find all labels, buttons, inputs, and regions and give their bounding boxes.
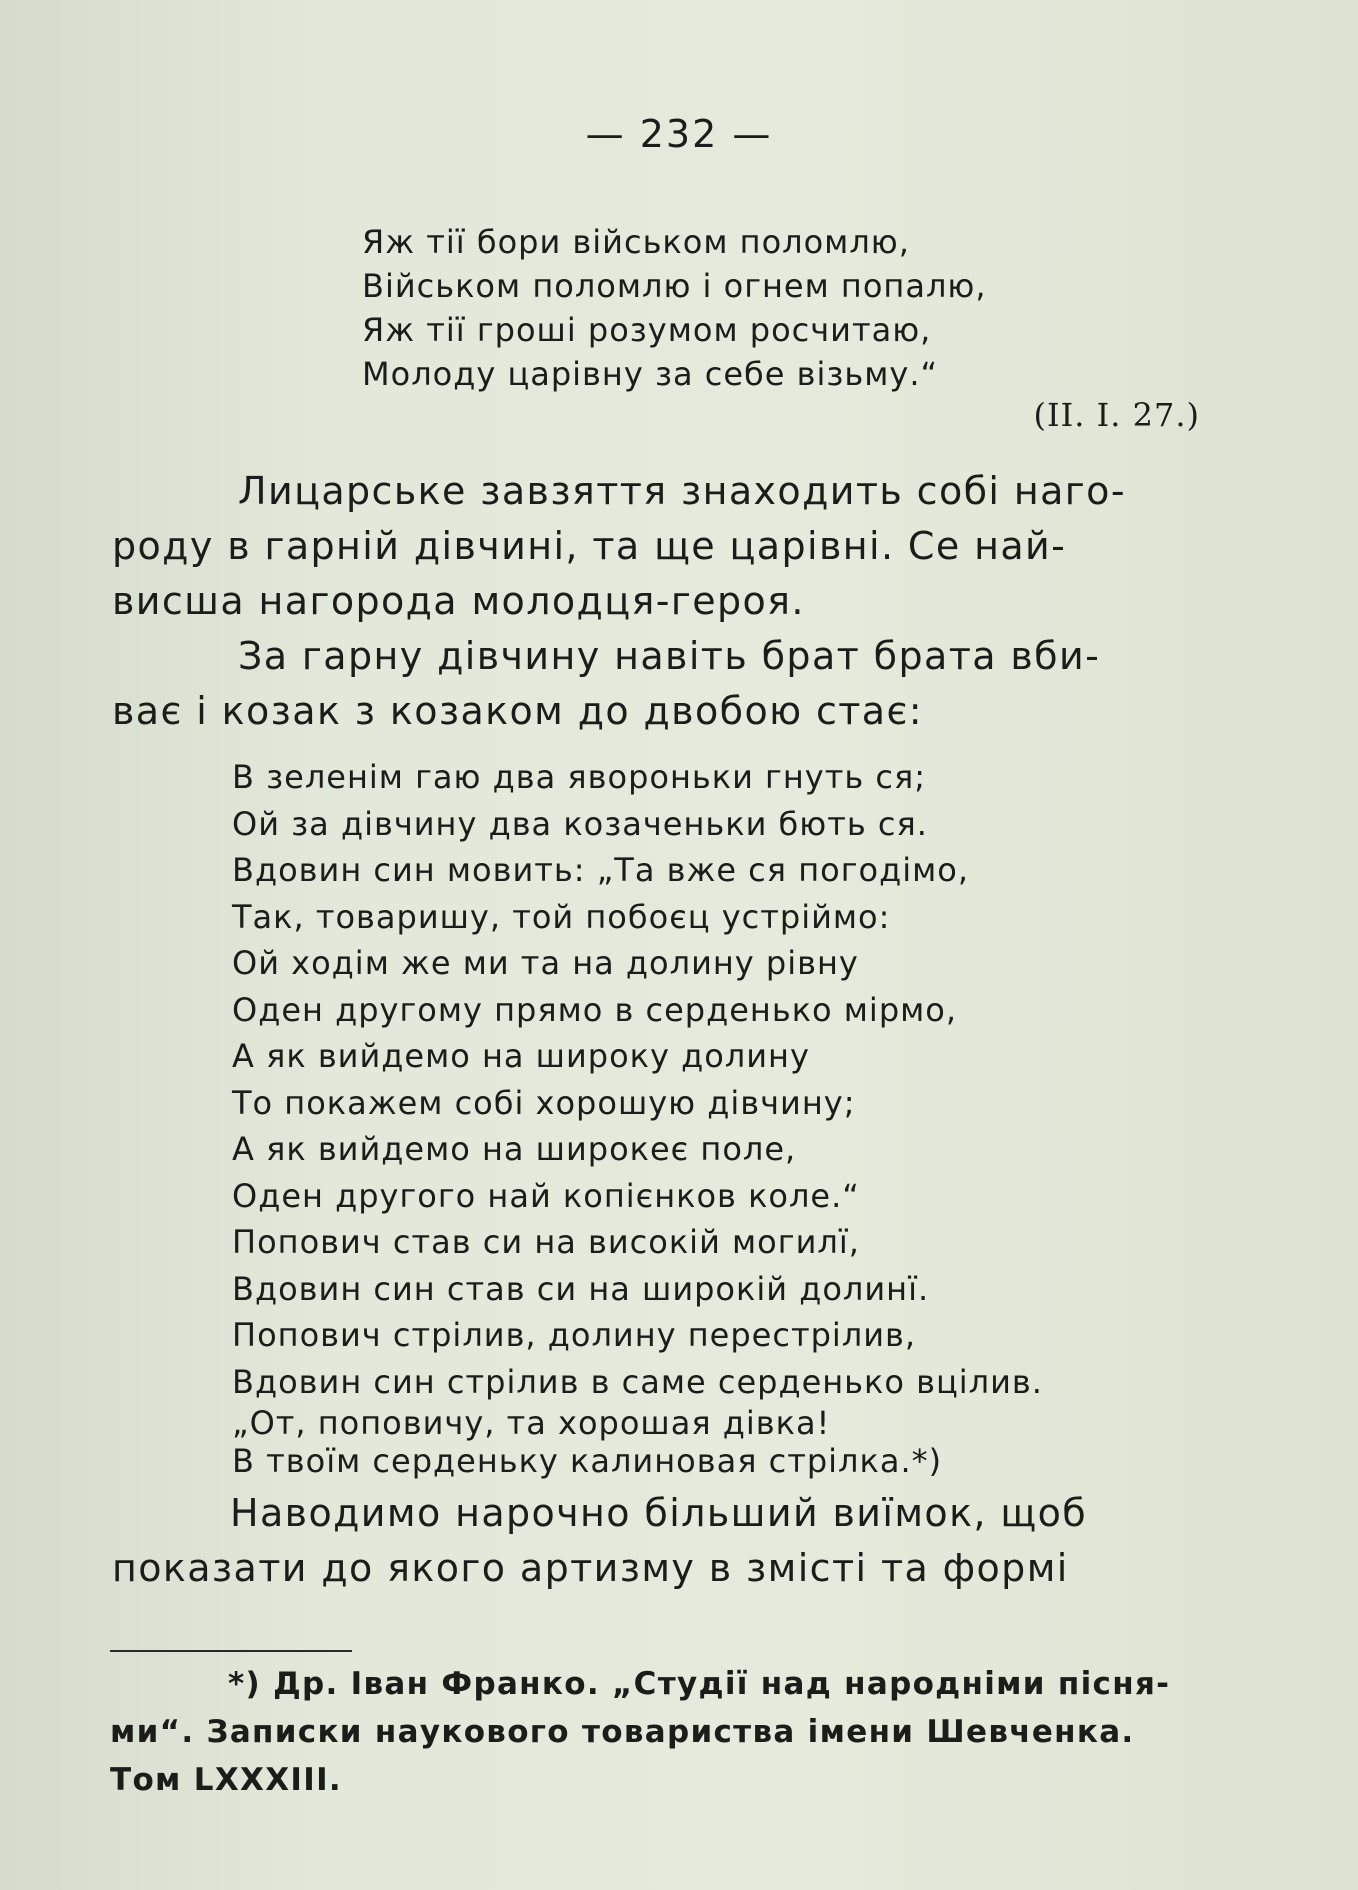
verse-line: Вдовин син став си на широкій долинї. [232,1269,930,1308]
verse-line: Військом поломлю і огнем попалю, [362,267,987,305]
verse-block-2 [232,754,1043,1481]
verse-block-1 [362,220,987,396]
verse-line: Вдовин син мовить: „Та вже ся погодімо, [232,851,969,889]
paragraph-3 [112,1486,1202,1596]
verse-line: Яж тії бори військом поломлю, [362,223,910,261]
paragraph-line: Лицарське завзяття знаходить собі наго- [238,469,1126,513]
paragraph-line: висша нагорода молодця-героя. [112,579,805,623]
verse-line: Оден другого най копієнков коле.“ [232,1176,860,1215]
verse-line: А як вийдемо на широку долину [232,1037,810,1075]
paragraph-2 [112,629,1202,739]
verse-line: В зеленім гаю два явороньки гнуть ся; [232,758,927,796]
verse-line: Ой за дівчину два козаченьки бють ся. [232,804,928,843]
paragraph-line: роду в гарній дівчині, та ще царівні. Се най- [112,524,1067,568]
footnote-line: *) Др. Іван Франко. „Студії над народніми пісня- [228,1666,1171,1702]
paragraph-line: ває і козак з козаком до двобою стає: [112,689,923,733]
verse-line: Попович стрілив, долину перестрілив, [232,1316,917,1354]
verse-line: „От, поповичу, та хорошая дівка! [232,1404,831,1442]
verse-line: Вдовин син стрілив в саме серденько вцілив. [232,1362,1043,1401]
verse-line: Молоду царівну за себе візьму.“ [362,355,939,393]
verse-line: То покажем собі хорошую дівчину; [232,1083,856,1122]
paragraph-1 [112,464,1202,629]
footnote-line: ми“. Записки наукового товариства імени Шевченка. [110,1714,1135,1750]
verse-line: Ой ходім же ми та на долину рівну [232,944,859,982]
verse-line: Попович став си на високій могилї, [232,1223,860,1261]
citation: (II. I. 27.) [1033,396,1200,434]
paragraph-line: показати до якого артизму в змісті та формі [112,1546,1069,1590]
footnote [110,1660,1210,1804]
verse-line: А як вийдемо на широкеє поле, [232,1130,797,1168]
paragraph-line: Наводимо нарочно більший виїмок, щоб [230,1491,1088,1535]
footnote-divider [110,1650,352,1652]
footnote-line: Том LXXXIII. [110,1762,343,1798]
verse-line: Оден другому прямо в серденько мірмо, [232,990,958,1029]
page-number: — 232 — [585,112,773,156]
verse-line: Яж тії гроші розумом росчитаю, [362,311,932,349]
verse-line: В твоїм серденьку калиновая стрілка.*) [232,1442,943,1480]
verse-line: Так, товаришу, той побоєц устріймо: [232,897,891,936]
paragraph-line: За гарну дівчину навіть брат брата вби- [238,634,1101,678]
